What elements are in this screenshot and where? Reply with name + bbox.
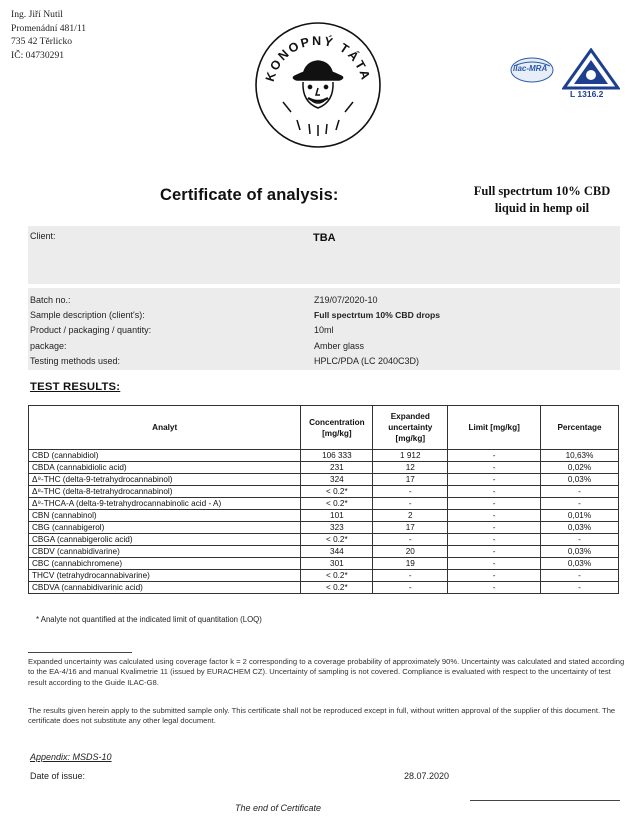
uncertainty-cell: - — [373, 570, 448, 582]
limit-cell: - — [448, 558, 541, 570]
end-of-certificate: The end of Certificate — [235, 803, 322, 813]
table-row — [29, 570, 619, 582]
column-header-uncertainty — [373, 406, 448, 450]
uncertainty-cell: - — [373, 534, 448, 546]
column-header-limit: Limit [mg/kg] — [448, 406, 541, 450]
limit-cell: - — [448, 486, 541, 498]
table-row — [29, 510, 619, 522]
concentration-cell: 323 — [301, 522, 373, 534]
limit-cell: - — [448, 534, 541, 546]
date-of-issue-value: 28.07.2020 — [404, 771, 450, 781]
concentration-cell: 101 — [301, 510, 373, 522]
column-header-percentage: Percentage — [541, 406, 619, 450]
uncertainty-cell: - — [373, 582, 448, 594]
percentage-cell: 0,01% — [541, 510, 619, 522]
results-table — [28, 405, 619, 594]
table-row — [29, 534, 619, 546]
address-line: 735 42 Těrlicko — [11, 36, 73, 48]
batch-label: Batch no.: — [30, 295, 71, 305]
table-row — [29, 486, 619, 498]
limit-cell: - — [448, 474, 541, 486]
uncertainty-cell: 17 — [373, 522, 448, 534]
analyt-cell: CBD (cannabidiol) — [29, 450, 301, 462]
client-label: Client: — [30, 231, 56, 241]
limit-cell: - — [448, 510, 541, 522]
sample-description-label: Sample description (client's): — [30, 310, 145, 320]
uncertainty-cell: 2 — [373, 510, 448, 522]
percentage-cell: 0,03% — [541, 558, 619, 570]
table-row — [29, 450, 619, 462]
konopny-tata-logo — [253, 20, 383, 150]
percentage-cell: 0,02% — [541, 462, 619, 474]
product-line: liquid in hemp oil — [494, 201, 590, 215]
table-row — [29, 558, 619, 570]
header-line: [mg/kg] — [322, 428, 352, 438]
limit-cell: - — [448, 462, 541, 474]
address-line: Ing. Jiří Nutil — [11, 9, 63, 20]
concentration-cell: < 0.2* — [301, 486, 373, 498]
analyt-cell: Δ⁸-THC (delta-8-tetrahydrocannabinol) — [29, 486, 301, 498]
date-of-issue-label: Date of issue: — [30, 771, 86, 781]
uncertainty-cell: - — [373, 486, 448, 498]
percentage-cell: 10,63% — [541, 450, 619, 462]
column-header-analyt: Analyt — [29, 406, 301, 450]
table-row — [29, 546, 619, 558]
test-results-heading: TEST RESULTS: — [30, 381, 121, 393]
address-line: Promenádní 481/11 — [11, 22, 87, 34]
loq-footnote: * Analyte not quantified at the indicated limit of quantitation (LOQ) — [36, 615, 262, 624]
logo-text: KONOPNÝ TÁTA — [262, 33, 374, 84]
product-packaging-label: Product / packaging / quantity: — [30, 325, 152, 335]
header-line: Expanded — [390, 412, 430, 421]
package-label: package: — [30, 341, 67, 351]
accreditation-number: L 1316.2 — [570, 89, 604, 99]
limit-cell: - — [448, 546, 541, 558]
certificate-title: Certificate of analysis: — [160, 186, 339, 204]
analyt-cell: CBC (cannabichromene) — [29, 558, 301, 570]
client-value: TBA — [313, 232, 336, 244]
uncertainty-cell: 19 — [373, 558, 448, 570]
concentration-cell: 324 — [301, 474, 373, 486]
uncertainty-cell: 17 — [373, 474, 448, 486]
header-line: [mg/kg] — [395, 434, 426, 443]
concentration-cell: < 0.2* — [301, 534, 373, 546]
concentration-cell: 106 333 — [301, 450, 373, 462]
analyt-cell: CBG (cannabigerol) — [29, 522, 301, 534]
analyt-cell: Δ⁹-THC (delta-9-tetrahydrocannabinol) — [29, 474, 301, 486]
limit-cell: - — [448, 450, 541, 462]
analyt-cell: CBGA (cannabigerolic acid) — [29, 534, 301, 546]
product-name — [462, 183, 622, 217]
uncertainty-cell: 20 — [373, 546, 448, 558]
percentage-cell: - — [541, 486, 619, 498]
header-line: uncertainty — [388, 423, 433, 432]
percentage-cell: 0,03% — [541, 522, 619, 534]
ilac-text: ilac-MRA — [513, 64, 548, 73]
uncertainty-cell: - — [373, 498, 448, 510]
uncertainty-cell: 12 — [373, 462, 448, 474]
signature-line — [470, 800, 620, 801]
limit-cell: - — [448, 582, 541, 594]
table-header-row — [29, 406, 619, 450]
sample-description-value: Full spectrtum 10% CBD drops — [314, 310, 441, 320]
analyt-cell: CBDV (cannabidivarine) — [29, 546, 301, 558]
percentage-cell: - — [541, 582, 619, 594]
percentage-cell: - — [541, 498, 619, 510]
concentration-cell: < 0.2* — [301, 570, 373, 582]
header-line: Concentration — [309, 417, 365, 427]
address-line: IČ: 04730291 — [11, 49, 65, 61]
testing-methods-value: HPLC/PDA (LC 2040C3D) — [314, 356, 420, 366]
percentage-cell: 0,03% — [541, 474, 619, 486]
product-packaging-value: 10ml — [314, 325, 334, 335]
analyt-cell: Δ⁹-THCA-A (delta-9-tetrahydrocannabinolic acid - A) — [29, 498, 301, 510]
limit-cell: - — [448, 570, 541, 582]
uncertainty-cell: 1 912 — [373, 450, 448, 462]
limit-cell: - — [448, 522, 541, 534]
percentage-cell: - — [541, 570, 619, 582]
divider — [28, 652, 132, 653]
table-row — [29, 582, 619, 594]
uncertainty-disclaimer: Expanded uncertainty was calculated using coverage factor k = 2 corresponding to a coverage probability of approximately 90%. Uncertainty was calculated and stated according to the EA-4/16 and manual Kvalimetrie 11 (issued by EURACHEM CZ). Uncertainty of sampling is not covered. Compliance is evaluated with respect to the uncertainty of test result according to the Guide ILAC-G8. — [28, 657, 625, 687]
results-disclaimer: The results given herein apply to the submitted sample only. This certificate shall not be reproduced except in full, without written approval of the supplier of this document. The certificate does not substitute any other legal document. — [28, 706, 616, 726]
column-header-concentration — [301, 406, 373, 450]
concentration-cell: 344 — [301, 546, 373, 558]
package-value: Amber glass — [314, 341, 365, 351]
company-address — [11, 8, 86, 62]
cai-accreditation-icon — [562, 48, 620, 94]
batch-value: Z19/07/2020-10 — [314, 295, 378, 305]
analyt-cell: CBDA (cannabidiolic acid) — [29, 462, 301, 474]
limit-cell: - — [448, 498, 541, 510]
analyt-cell: THCV (tetrahydrocannabivarine) — [29, 570, 301, 582]
concentration-cell: < 0.2* — [301, 582, 373, 594]
product-line: Full spectrtum 10% CBD — [473, 184, 611, 198]
concentration-cell: 301 — [301, 558, 373, 570]
table-row — [29, 462, 619, 474]
analyt-cell: CBN (cannabinol) — [29, 510, 301, 522]
concentration-cell: 231 — [301, 462, 373, 474]
table-row — [29, 522, 619, 534]
concentration-cell: < 0.2* — [301, 498, 373, 510]
appendix-reference: Appendix: MSDS-10 — [30, 752, 112, 762]
percentage-cell: 0,03% — [541, 546, 619, 558]
table-row — [29, 474, 619, 486]
hat-man-portrait-icon — [293, 61, 342, 108]
percentage-cell: - — [541, 534, 619, 546]
testing-methods-label: Testing methods used: — [30, 356, 121, 366]
analyt-cell: CBDVA (cannabidivarinic acid) — [29, 582, 301, 594]
table-row — [29, 498, 619, 510]
